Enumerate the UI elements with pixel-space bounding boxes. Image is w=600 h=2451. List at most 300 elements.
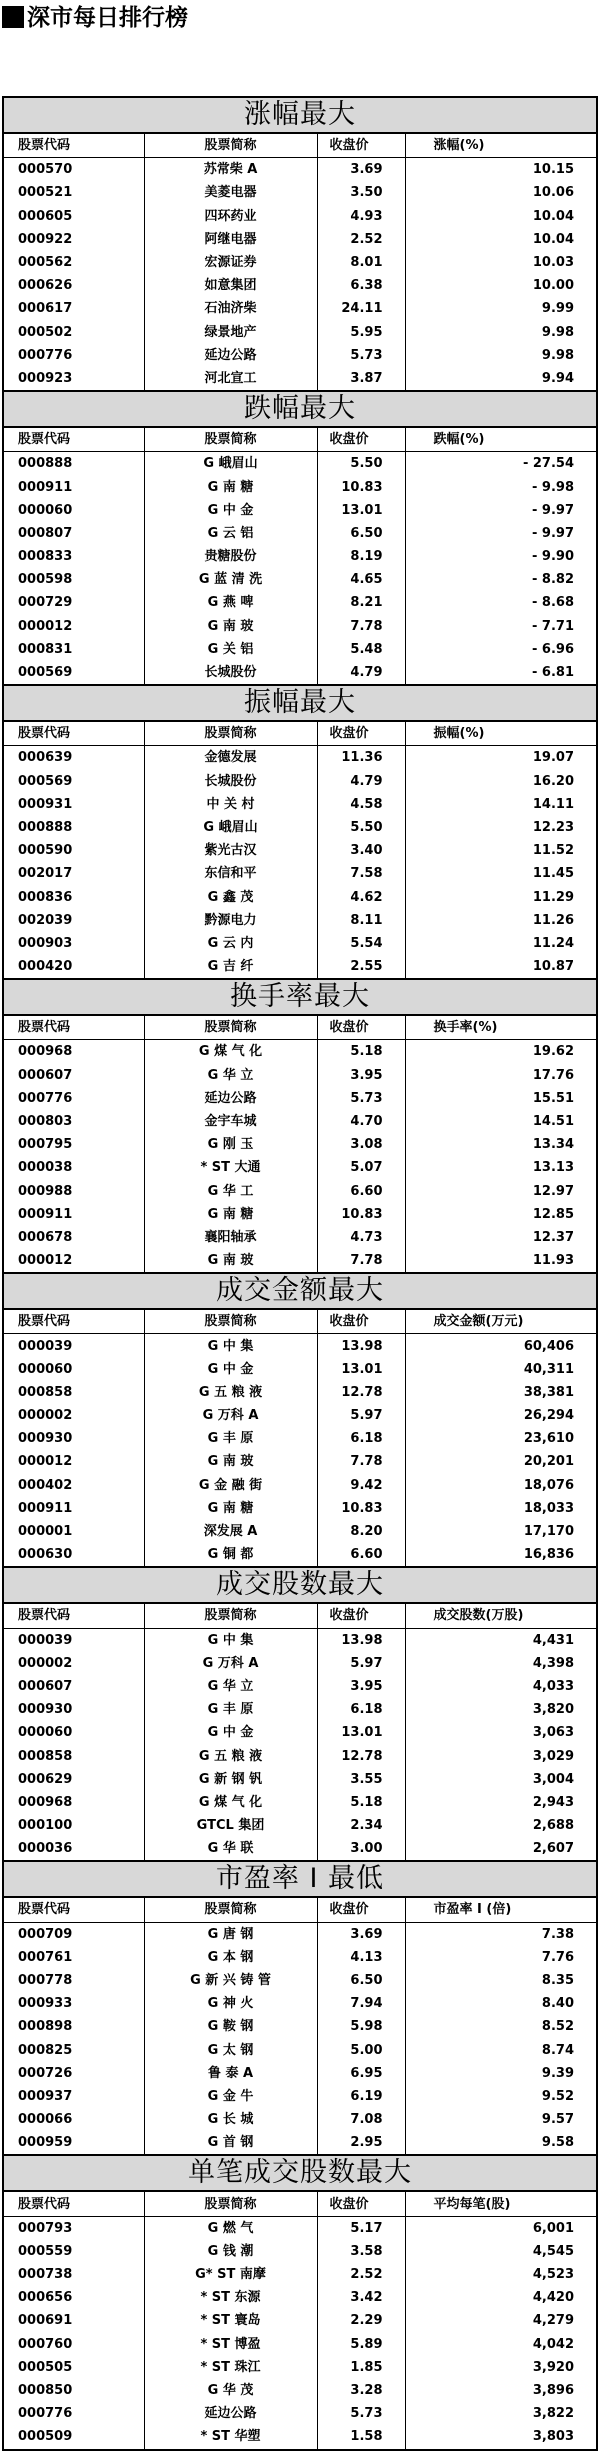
- ranking-value: 9.98: [541, 347, 574, 363]
- close-price: 4.73: [317, 1226, 405, 1249]
- close-price: 7.78: [317, 1450, 405, 1473]
- stock-name: G 关 铝: [144, 638, 317, 661]
- stock-code: 000039: [4, 1628, 144, 1652]
- stock-code: 000505: [4, 2356, 144, 2379]
- ranking-value: - 7.71: [532, 618, 574, 634]
- stock-code: 000858: [4, 1744, 144, 1767]
- table-row: [4, 2263, 596, 2286]
- close-price: 4.13: [317, 1946, 405, 1969]
- table-header-row: [4, 722, 596, 746]
- ranking-value: - 9.97: [532, 502, 574, 518]
- close-price: 7.78: [317, 615, 405, 638]
- stock-name: 阿继电器: [144, 228, 317, 251]
- ranking-value: 9.52: [541, 2088, 574, 2104]
- stock-name: G 华 立: [144, 1064, 317, 1087]
- column-header-stock-name: 股票简称: [144, 1604, 317, 1628]
- close-price: 5.18: [317, 1040, 405, 1064]
- ranking-value: 8.35: [541, 1973, 574, 1989]
- close-price: 7.58: [317, 862, 405, 885]
- table-row: [4, 2309, 596, 2332]
- column-header-stock-code: 股票代码: [4, 134, 144, 158]
- ranking-table: [4, 428, 596, 684]
- table-row: [4, 1404, 596, 1427]
- table-row: [4, 1628, 596, 1652]
- stock-code: 000066: [4, 2108, 144, 2131]
- table-row: [4, 932, 596, 955]
- stock-name: 长城股份: [144, 770, 317, 793]
- table-row: [4, 839, 596, 862]
- stock-name: G 神 火: [144, 1992, 317, 2015]
- close-price: 5.00: [317, 2039, 405, 2062]
- stock-name: * ST 寰岛: [144, 2309, 317, 2332]
- table-row: [4, 522, 596, 545]
- table-row: [4, 2039, 596, 2062]
- stock-code: 000100: [4, 1814, 144, 1837]
- stock-code: 000012: [4, 1249, 144, 1272]
- table-row: [4, 181, 596, 204]
- table-row: [4, 1721, 596, 1744]
- close-price: 3.69: [317, 1922, 405, 1946]
- ranking-section: [2, 1568, 598, 1862]
- stock-name: 延边公路: [144, 344, 317, 367]
- table-row: [4, 1087, 596, 1110]
- table-row: [4, 2402, 596, 2425]
- stock-code: 000930: [4, 1698, 144, 1721]
- column-header-stock-code: 股票代码: [4, 1898, 144, 1922]
- stock-name: * ST 珠江: [144, 2356, 317, 2379]
- ranking-value: 40,311: [523, 1361, 574, 1377]
- ranking-value: 13.34: [532, 1137, 574, 1153]
- close-price: 3.95: [317, 1675, 405, 1698]
- column-header-stock-name: 股票简称: [144, 1310, 317, 1334]
- close-price: 3.55: [317, 1768, 405, 1791]
- stock-name: 东信和平: [144, 862, 317, 885]
- ranking-value: 38,381: [523, 1384, 574, 1400]
- section-title: 市盈率 I 最低: [4, 1862, 596, 1898]
- ranking-value: 10.04: [532, 208, 574, 224]
- ranking-value: 4,545: [532, 2243, 574, 2259]
- table-row: [4, 1922, 596, 1946]
- stock-code: 000629: [4, 1768, 144, 1791]
- stock-code: 000559: [4, 2240, 144, 2263]
- column-header-ranking-value: 成交金额(万元): [405, 1310, 596, 1334]
- stock-code: 000420: [4, 955, 144, 978]
- stock-name: G 首 钢: [144, 2131, 317, 2154]
- stock-name: G 华 茂: [144, 2379, 317, 2402]
- section-title: 成交金额最大: [4, 1274, 596, 1310]
- stock-name: G 煤 气 化: [144, 1791, 317, 1814]
- stock-code: 000012: [4, 615, 144, 638]
- stock-name: 四环药业: [144, 205, 317, 228]
- close-price: 4.93: [317, 205, 405, 228]
- stock-name: G 太 钢: [144, 2039, 317, 2062]
- table-row: [4, 2015, 596, 2038]
- stock-code: 000630: [4, 1543, 144, 1566]
- ranking-value: 10.00: [532, 278, 574, 294]
- ranking-value: 14.11: [532, 796, 574, 812]
- column-header-stock-name: 股票简称: [144, 1016, 317, 1040]
- page-title-text: 深市每日排行榜: [27, 5, 188, 31]
- table-row: [4, 862, 596, 885]
- close-price: 5.95: [317, 321, 405, 344]
- table-row: [4, 816, 596, 839]
- close-price: 10.83: [317, 1203, 405, 1226]
- close-price: 3.40: [317, 839, 405, 862]
- table-header-row: [4, 428, 596, 452]
- stock-code: 000598: [4, 568, 144, 591]
- section-title: 换手率最大: [4, 980, 596, 1016]
- ranking-value: 9.58: [541, 2135, 574, 2151]
- table-row: [4, 1334, 596, 1358]
- close-price: 4.65: [317, 568, 405, 591]
- close-price: 5.48: [317, 638, 405, 661]
- stock-name: 河北宣工: [144, 367, 317, 390]
- ranking-section: [2, 2156, 598, 2450]
- close-price: 13.98: [317, 1334, 405, 1358]
- ranking-table: [4, 134, 596, 390]
- stock-code: 000002: [4, 1404, 144, 1427]
- ranking-value: 60,406: [523, 1338, 574, 1354]
- close-price: 7.08: [317, 2108, 405, 2131]
- stock-code: 000888: [4, 452, 144, 476]
- stock-code: 000968: [4, 1040, 144, 1064]
- table-header-row: [4, 1898, 596, 1922]
- close-price: 6.50: [317, 522, 405, 545]
- column-header-ranking-value: 跌幅(%): [405, 428, 596, 452]
- stock-code: 000569: [4, 661, 144, 684]
- table-row: [4, 1992, 596, 2015]
- stock-code: 000607: [4, 1064, 144, 1087]
- stock-name: G 南 玻: [144, 615, 317, 638]
- ranking-value: - 9.97: [532, 525, 574, 541]
- stock-name: G 鞍 钢: [144, 2015, 317, 2038]
- stock-name: * ST 华塑: [144, 2425, 317, 2448]
- stock-code: 000807: [4, 522, 144, 545]
- column-header-close-price: 收盘价: [317, 1310, 405, 1334]
- column-header-ranking-value: 平均每笔(股): [405, 2192, 596, 2216]
- stock-code: 000617: [4, 297, 144, 320]
- ranking-value: - 27.54: [522, 456, 574, 472]
- ranking-value: 11.26: [532, 912, 574, 928]
- table-row: [4, 205, 596, 228]
- ranking-value: 4,398: [532, 1655, 574, 1671]
- ranking-value: 16.20: [532, 773, 574, 789]
- table-row: [4, 1791, 596, 1814]
- ranking-value: 3,029: [532, 1748, 574, 1764]
- close-price: 6.60: [317, 1180, 405, 1203]
- table-row: [4, 367, 596, 390]
- ranking-value: 13.13: [532, 1160, 574, 1176]
- stock-name: G 云 内: [144, 932, 317, 955]
- table-row: [4, 568, 596, 591]
- stock-name: * ST 大通: [144, 1156, 317, 1179]
- stock-name: G 唐 钢: [144, 1922, 317, 1946]
- ranking-value: 6,001: [532, 2220, 574, 2236]
- close-price: 2.29: [317, 2309, 405, 2332]
- stock-code: 000831: [4, 638, 144, 661]
- table-row: [4, 1450, 596, 1473]
- stock-code: 000795: [4, 1133, 144, 1156]
- ranking-value: 9.99: [541, 301, 574, 317]
- column-header-stock-name: 股票简称: [144, 722, 317, 746]
- close-price: 4.79: [317, 661, 405, 684]
- ranking-value: 7.38: [541, 1926, 574, 1942]
- close-price: 6.19: [317, 2085, 405, 2108]
- stock-code: 000778: [4, 1969, 144, 1992]
- stock-name: G 本 钢: [144, 1946, 317, 1969]
- section-title: 成交股数最大: [4, 1568, 596, 1604]
- table-row: [4, 2356, 596, 2379]
- stock-code: 000562: [4, 251, 144, 274]
- stock-name: 美菱电器: [144, 181, 317, 204]
- close-price: 5.18: [317, 1791, 405, 1814]
- stock-code: 000502: [4, 321, 144, 344]
- ranking-value: 18,076: [523, 1477, 574, 1493]
- stock-code: 000001: [4, 1520, 144, 1543]
- stock-name: G 南 糖: [144, 475, 317, 498]
- column-header-stock-name: 股票简称: [144, 2192, 317, 2216]
- ranking-section: [2, 980, 598, 1274]
- ranking-value: 19.62: [532, 1044, 574, 1060]
- ranking-value: - 6.81: [532, 665, 574, 681]
- stock-code: 000911: [4, 475, 144, 498]
- table-row: [4, 885, 596, 908]
- close-price: 3.69: [317, 158, 405, 182]
- stock-code: 002039: [4, 909, 144, 932]
- table-row: [4, 452, 596, 476]
- ranking-value: - 9.90: [532, 549, 574, 565]
- ranking-value: 8.52: [541, 2019, 574, 2035]
- ranking-value: - 6.96: [532, 641, 574, 657]
- stock-code: 000726: [4, 2062, 144, 2085]
- close-price: 2.34: [317, 1814, 405, 1837]
- close-price: 10.83: [317, 475, 405, 498]
- table-row: [4, 2085, 596, 2108]
- stock-code: 000776: [4, 1087, 144, 1110]
- stock-code: 000060: [4, 1721, 144, 1744]
- stock-name: G 燕 啤: [144, 591, 317, 614]
- close-price: 3.28: [317, 2379, 405, 2402]
- close-price: 13.01: [317, 499, 405, 522]
- table-row: [4, 1427, 596, 1450]
- stock-name: G 燃 气: [144, 2216, 317, 2240]
- stock-name: 黔源电力: [144, 909, 317, 932]
- ranking-value: 23,610: [523, 1431, 574, 1447]
- close-price: 2.52: [317, 228, 405, 251]
- close-price: 11.36: [317, 746, 405, 770]
- stock-code: 000911: [4, 1203, 144, 1226]
- column-header-stock-name: 股票简称: [144, 134, 317, 158]
- stock-name: 延边公路: [144, 1087, 317, 1110]
- stock-code: 000605: [4, 205, 144, 228]
- ranking-value: 8.74: [541, 2042, 574, 2058]
- table-row: [4, 1946, 596, 1969]
- stock-code: 000656: [4, 2286, 144, 2309]
- stock-code: 000509: [4, 2425, 144, 2448]
- ranking-value: 10.03: [532, 255, 574, 271]
- stock-code: 000521: [4, 181, 144, 204]
- table-row: [4, 638, 596, 661]
- stock-code: 000626: [4, 274, 144, 297]
- table-row: [4, 909, 596, 932]
- section-title: 振幅最大: [4, 686, 596, 722]
- close-price: 5.97: [317, 1404, 405, 1427]
- close-price: 8.11: [317, 909, 405, 932]
- ranking-value: 4,033: [532, 1678, 574, 1694]
- stock-name: G 万科 A: [144, 1652, 317, 1675]
- close-price: 13.01: [317, 1358, 405, 1381]
- column-header-close-price: 收盘价: [317, 134, 405, 158]
- close-price: 5.50: [317, 452, 405, 476]
- ranking-value: 4,431: [532, 1632, 574, 1648]
- close-price: 3.00: [317, 1837, 405, 1860]
- ranking-section: [2, 1274, 598, 1568]
- stock-name: 紫光古汉: [144, 839, 317, 862]
- ranking-value: 12.37: [532, 1229, 574, 1245]
- stock-name: G 钱 潮: [144, 2240, 317, 2263]
- ranking-section: [2, 392, 598, 686]
- stock-name: G 五 粮 液: [144, 1381, 317, 1404]
- stock-code: 000776: [4, 344, 144, 367]
- stock-name: 长城股份: [144, 661, 317, 684]
- stock-code: 000039: [4, 1334, 144, 1358]
- close-price: 10.83: [317, 1497, 405, 1520]
- close-price: 9.42: [317, 1474, 405, 1497]
- stock-code: 000836: [4, 885, 144, 908]
- stock-name: G 云 铝: [144, 522, 317, 545]
- ranking-value: 11.29: [532, 889, 574, 905]
- ranking-value: - 8.68: [532, 595, 574, 611]
- column-header-stock-code: 股票代码: [4, 2192, 144, 2216]
- stock-code: 000911: [4, 1497, 144, 1520]
- table-row: [4, 1203, 596, 1226]
- stock-code: 000803: [4, 1110, 144, 1133]
- table-row: [4, 746, 596, 770]
- table-row: [4, 1675, 596, 1698]
- stock-code: 002017: [4, 862, 144, 885]
- ranking-section: [2, 96, 598, 392]
- ranking-value: 11.93: [532, 1253, 574, 1269]
- close-price: 8.21: [317, 591, 405, 614]
- close-price: 3.87: [317, 367, 405, 390]
- close-price: 4.79: [317, 770, 405, 793]
- stock-code: 000922: [4, 228, 144, 251]
- stock-name: G 中 集: [144, 1628, 317, 1652]
- close-price: 6.18: [317, 1698, 405, 1721]
- stock-code: 000639: [4, 746, 144, 770]
- ranking-value: 18,033: [523, 1500, 574, 1516]
- stock-name: G 中 金: [144, 1358, 317, 1381]
- stock-name: 中 关 村: [144, 793, 317, 816]
- stock-code: 000729: [4, 591, 144, 614]
- ranking-table: [4, 722, 596, 978]
- ranking-value: 10.04: [532, 231, 574, 247]
- close-price: 5.54: [317, 932, 405, 955]
- ranking-value: 16,836: [523, 1547, 574, 1563]
- table-row: [4, 1358, 596, 1381]
- table-row: [4, 1520, 596, 1543]
- ranking-value: 4,042: [532, 2336, 574, 2352]
- column-header-close-price: 收盘价: [317, 1898, 405, 1922]
- stock-name: G 中 集: [144, 1334, 317, 1358]
- close-price: 8.01: [317, 251, 405, 274]
- close-price: 13.01: [317, 1721, 405, 1744]
- column-header-close-price: 收盘价: [317, 1016, 405, 1040]
- column-header-close-price: 收盘价: [317, 722, 405, 746]
- ranking-section: [2, 686, 598, 980]
- table-row: [4, 793, 596, 816]
- table-row: [4, 228, 596, 251]
- table-row: [4, 1543, 596, 1566]
- close-price: 4.58: [317, 793, 405, 816]
- table-header-row: [4, 1604, 596, 1628]
- ranking-section: [2, 1862, 598, 2156]
- table-row: [4, 2062, 596, 2085]
- table-row: [4, 2379, 596, 2402]
- ranking-value: 3,822: [532, 2406, 574, 2422]
- column-header-stock-name: 股票简称: [144, 428, 317, 452]
- stock-name: 金宇车城: [144, 1110, 317, 1133]
- stock-name: G 峨眉山: [144, 816, 317, 839]
- stock-name: G 南 玻: [144, 1249, 317, 1272]
- stock-name: * ST 博盈: [144, 2333, 317, 2356]
- stock-name: G 新 钢 钒: [144, 1768, 317, 1791]
- ranking-value: 4,279: [532, 2313, 574, 2329]
- ranking-value: 3,004: [532, 1771, 574, 1787]
- stock-code: 000036: [4, 1837, 144, 1860]
- ranking-value: 12.23: [532, 819, 574, 835]
- table-row: [4, 274, 596, 297]
- table-row: [4, 1064, 596, 1087]
- table-header-row: [4, 2192, 596, 2216]
- stock-code: 000923: [4, 367, 144, 390]
- table-row: [4, 1698, 596, 1721]
- ranking-value: 3,063: [532, 1725, 574, 1741]
- close-price: 8.20: [317, 1520, 405, 1543]
- stock-name: G 中 金: [144, 499, 317, 522]
- ranking-table: [4, 2192, 596, 2448]
- table-row: [4, 545, 596, 568]
- ranking-value: 9.94: [541, 370, 574, 386]
- column-header-close-price: 收盘价: [317, 1604, 405, 1628]
- stock-name: 贵糖股份: [144, 545, 317, 568]
- ranking-value: 26,294: [523, 1408, 574, 1424]
- stock-code: 000402: [4, 1474, 144, 1497]
- stock-name: G 华 工: [144, 1180, 317, 1203]
- ranking-value: 11.45: [532, 866, 574, 882]
- column-header-ranking-value: 换手率(%): [405, 1016, 596, 1040]
- table-header-row: [4, 134, 596, 158]
- stock-code: 000569: [4, 770, 144, 793]
- stock-code: 000988: [4, 1180, 144, 1203]
- close-price: 7.94: [317, 1992, 405, 2015]
- section-title: 单笔成交股数最大: [4, 2156, 596, 2192]
- stock-name: G 鑫 茂: [144, 885, 317, 908]
- ranking-table: [4, 1016, 596, 1272]
- stock-name: G 南 糖: [144, 1203, 317, 1226]
- ranking-table: [4, 1898, 596, 2154]
- table-row: [4, 1814, 596, 1837]
- stock-code: 000060: [4, 499, 144, 522]
- stock-code: 000793: [4, 2216, 144, 2240]
- close-price: 5.07: [317, 1156, 405, 1179]
- page-title: [2, 4, 188, 32]
- table-row: [4, 1497, 596, 1520]
- close-price: 4.70: [317, 1110, 405, 1133]
- stock-name: G 煤 气 化: [144, 1040, 317, 1064]
- column-header-close-price: 收盘价: [317, 428, 405, 452]
- stock-name: G 中 金: [144, 1721, 317, 1744]
